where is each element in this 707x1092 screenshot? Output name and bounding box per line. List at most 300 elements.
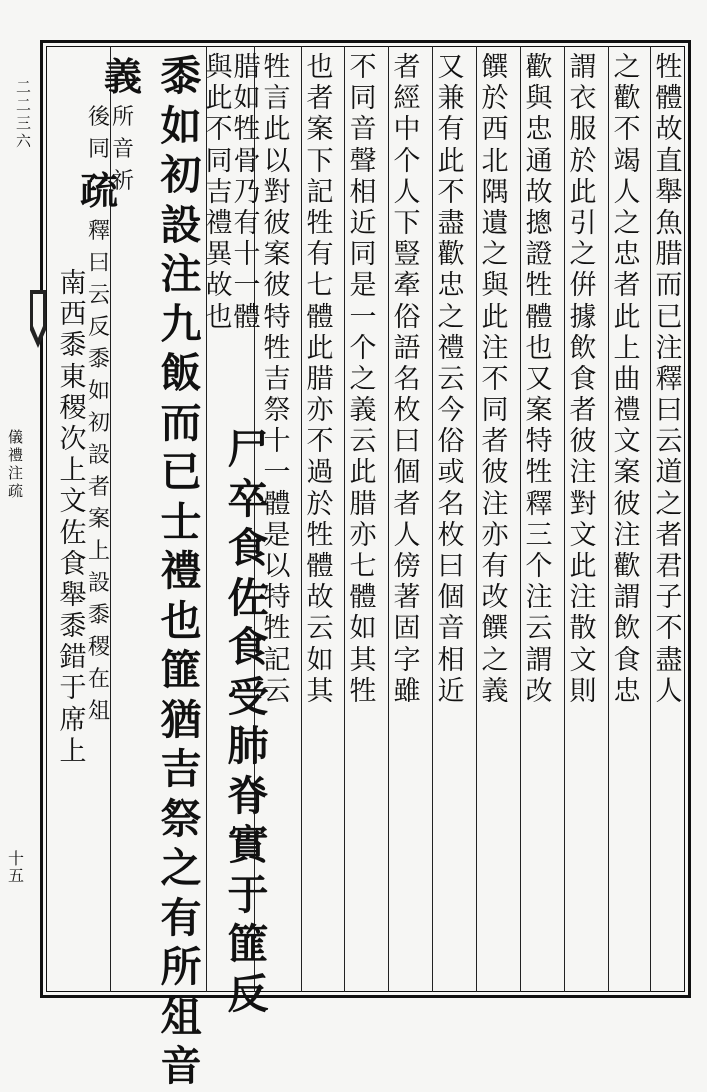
column-rule [564, 46, 565, 992]
glyph: 或 [437, 457, 465, 489]
glyph: 儀 [8, 428, 24, 446]
text-column [566, 52, 600, 707]
text-column [610, 52, 644, 707]
glyph: 者 [87, 475, 110, 500]
glyph: 食 [59, 548, 87, 580]
glyph: 案 [306, 114, 334, 146]
glyph: 曰 [655, 395, 683, 427]
glyph: 饌 [481, 613, 509, 645]
glyph: 以 [263, 551, 291, 582]
glyph: 禮 [160, 547, 202, 595]
glyph: 云 [655, 426, 683, 458]
glyph: 設 [87, 571, 110, 596]
glyph: 據 [569, 301, 597, 333]
glyph: 釋 [655, 363, 683, 395]
glyph: 有 [481, 551, 509, 582]
glyph: 是 [349, 270, 377, 302]
glyph: 曰 [393, 426, 421, 458]
text-column [434, 52, 468, 707]
glyph: 之 [655, 488, 683, 520]
main-text-column [155, 52, 207, 1092]
glyph: 對 [569, 488, 597, 520]
glyph: 服 [569, 114, 597, 146]
glyph: 文 [569, 644, 597, 676]
page-number [8, 850, 24, 884]
glyph: 西 [59, 299, 87, 331]
glyph: 謂 [525, 644, 553, 676]
glyph: 對 [263, 176, 291, 208]
glyph: 之 [349, 363, 377, 395]
glyph: 枚 [437, 519, 465, 551]
glyph: 牲 [349, 675, 377, 707]
glyph: 不 [349, 52, 377, 83]
glyph: 如 [87, 379, 110, 404]
glyph: 亦 [306, 395, 334, 427]
glyph: 彼 [569, 426, 597, 458]
glyph: 遺 [481, 207, 509, 239]
glyph: 上 [59, 455, 87, 487]
glyph: 枚 [393, 395, 421, 427]
glyph: 此 [205, 83, 233, 115]
glyph: 此 [481, 301, 509, 333]
glyph: 祭 [160, 794, 202, 843]
glyph: 此 [569, 551, 597, 582]
glyph: 設 [160, 200, 202, 249]
glyph: 北 [481, 145, 509, 177]
glyph: 十 [233, 239, 261, 271]
glyph: 者 [393, 52, 421, 83]
glyph: 體 [233, 301, 261, 333]
glyph: 君 [655, 551, 683, 582]
glyph: 同 [349, 239, 377, 271]
glyph: 席 [59, 704, 87, 736]
glyph: 同 [349, 83, 377, 115]
glyph: 通 [525, 145, 553, 177]
glyph: 忠 [437, 270, 465, 302]
glyph: 於 [569, 145, 597, 177]
glyph: 疏 [8, 482, 24, 500]
glyph: 子 [655, 582, 683, 614]
glyph: 注 [569, 457, 597, 489]
glyph: 而 [655, 270, 683, 302]
glyph: 不 [613, 114, 641, 146]
glyph: 與 [205, 52, 233, 83]
glyph: 个 [349, 332, 377, 364]
glyph: 黍 [87, 603, 110, 628]
glyph: 而 [160, 398, 202, 447]
margin-top-label [16, 78, 32, 150]
glyph: 禮 [8, 446, 24, 464]
glyph: 牲 [655, 52, 683, 83]
glyph: 不 [481, 363, 509, 395]
glyph: 六 [16, 132, 32, 150]
glyph: 語 [393, 332, 421, 364]
column-rule [650, 46, 651, 992]
glyph: 體 [306, 301, 334, 333]
glyph: 十 [8, 849, 25, 868]
glyph: 七 [349, 551, 377, 582]
glyph: 東 [59, 361, 87, 393]
glyph: 故 [306, 582, 334, 614]
glyph: 謂 [569, 52, 597, 83]
mixed-text-column: 後 同 疏 釋 曰 云 反 黍 如 初 設 者 案 上 設 黍 稷 在 俎 [74, 52, 124, 728]
glyph: 云 [525, 613, 553, 645]
glyph: 食 [613, 644, 641, 676]
fishtail-ornament [28, 290, 48, 350]
glyph: 倂 [569, 270, 597, 302]
glyph: 又 [437, 52, 465, 83]
glyph: 衣 [569, 83, 597, 115]
glyph: 其 [306, 675, 334, 707]
glyph: 異 [205, 239, 233, 271]
annotation-run [83, 102, 115, 166]
glyph: 固 [393, 613, 421, 645]
glyph: 肺 [227, 722, 269, 770]
glyph: 吉 [160, 745, 202, 793]
column-rule [432, 46, 433, 992]
glyph: 佐 [227, 573, 269, 622]
glyph: 十 [263, 426, 291, 458]
glyph: 體 [655, 83, 683, 115]
glyph: 字 [393, 644, 421, 676]
glyph: 又 [525, 363, 553, 395]
book-title-mark [8, 430, 23, 502]
glyph: 所 [111, 105, 134, 130]
glyph: 曲 [613, 363, 641, 395]
glyph: 于 [59, 673, 87, 705]
glyph: 案 [525, 395, 553, 427]
glyph: 禮 [437, 332, 465, 364]
glyph: 注 [655, 332, 683, 364]
glyph: 言 [263, 83, 291, 115]
column-rule [301, 46, 302, 992]
glyph: 一 [349, 301, 377, 333]
glyph: 注 [613, 519, 641, 551]
glyph: 故 [655, 114, 683, 146]
glyph: 體 [306, 551, 334, 582]
glyph: 骨 [233, 145, 261, 177]
glyph: 盡 [437, 207, 465, 239]
glyph: 五 [8, 866, 25, 885]
glyph: 者 [613, 270, 641, 302]
glyph: 特 [263, 582, 291, 614]
glyph: 人 [393, 519, 421, 551]
glyph: 故 [205, 270, 233, 302]
glyph: 下 [306, 145, 334, 177]
glyph: 人 [393, 176, 421, 208]
text-column [56, 268, 90, 767]
glyph: 魚 [655, 207, 683, 239]
glyph: 其 [349, 644, 377, 676]
column-rule [344, 46, 345, 992]
glyph: 黍 [87, 347, 110, 372]
glyph: 豎 [393, 239, 421, 271]
glyph: 者 [569, 395, 597, 427]
glyph: 俗 [437, 426, 465, 458]
glyph: 同 [205, 145, 233, 177]
glyph: 文 [569, 519, 597, 551]
glyph: 南 [59, 268, 87, 299]
glyph: 飯 [160, 349, 202, 397]
glyph: 注 [8, 464, 24, 482]
glyph: 七 [306, 270, 334, 302]
glyph: 曰 [87, 251, 110, 276]
glyph: 云 [263, 675, 291, 707]
glyph: 祈 [111, 169, 134, 194]
glyph: 則 [569, 675, 597, 707]
glyph: 牲 [306, 207, 334, 239]
glyph: 不 [306, 426, 334, 458]
glyph: 下 [393, 207, 421, 239]
glyph: 此 [437, 145, 465, 177]
glyph: 禮 [613, 395, 641, 427]
glyph: 案 [87, 507, 110, 532]
glyph: 牲 [263, 332, 291, 364]
glyph: 稷 [87, 635, 110, 660]
glyph: 也 [160, 596, 202, 645]
glyph: 牲 [233, 114, 261, 146]
glyph: 經 [393, 83, 421, 115]
glyph: 吉 [205, 176, 233, 208]
glyph: 已 [160, 448, 202, 496]
glyph: 黍 [160, 52, 202, 100]
glyph: 不 [655, 613, 683, 645]
glyph: 佐 [59, 517, 87, 549]
glyph: 有 [437, 114, 465, 146]
glyph: 云 [306, 613, 334, 645]
glyph: 吉 [263, 363, 291, 395]
glyph: 三 [16, 114, 32, 132]
glyph: 禮 [205, 207, 233, 239]
glyph: 次 [59, 423, 87, 455]
glyph: 是 [263, 519, 291, 551]
glyph: 同 [87, 137, 110, 162]
glyph: 彼 [263, 207, 291, 239]
glyph: 體 [349, 582, 377, 614]
glyph: 不 [437, 176, 465, 208]
glyph: 反 [87, 315, 110, 340]
glyph: 近 [437, 675, 465, 707]
glyph: 注 [569, 582, 597, 614]
glyph: 彼 [263, 270, 291, 302]
glyph: 改 [481, 582, 509, 614]
glyph: 此 [569, 176, 597, 208]
glyph: 盡 [655, 644, 683, 676]
glyph: 俎 [160, 992, 202, 1041]
glyph: 所 [160, 943, 202, 991]
glyph: 脊 [227, 771, 269, 820]
glyph: 已 [655, 301, 683, 333]
glyph: 文 [59, 486, 87, 518]
glyph: 西 [481, 114, 509, 146]
glyph: 舉 [655, 176, 683, 208]
glyph: 飲 [613, 613, 641, 645]
main-text-column [222, 425, 274, 1019]
glyph: 者 [393, 488, 421, 520]
glyph: 黍 [59, 330, 87, 362]
glyph: 食 [227, 524, 269, 572]
glyph: 个 [393, 145, 421, 177]
glyph: 初 [160, 151, 202, 199]
glyph: 卒 [227, 474, 269, 523]
glyph: 二 [16, 96, 32, 114]
glyph: 初 [87, 411, 110, 436]
glyph: 之 [160, 844, 202, 892]
margin-volume-mark [16, 78, 32, 150]
glyph: 音 [349, 114, 377, 146]
text-column [652, 52, 686, 707]
glyph: 者 [655, 519, 683, 551]
glyph: 人 [655, 675, 683, 707]
glyph: 之 [569, 239, 597, 271]
glyph: 俗 [393, 301, 421, 333]
glyph: 腊 [655, 239, 683, 271]
glyph: 九 [160, 299, 202, 348]
glyph: 兼 [437, 83, 465, 115]
glyph: 過 [306, 457, 334, 489]
glyph: 歡 [613, 83, 641, 115]
glyph: 之 [613, 52, 641, 83]
glyph: 竭 [613, 145, 641, 177]
glyph: 腊 [306, 363, 334, 395]
glyph: 也 [525, 332, 553, 364]
glyph: 中 [393, 114, 421, 146]
glyph: 篚 [227, 920, 269, 968]
glyph: 證 [525, 239, 553, 271]
glyph: 故 [525, 176, 553, 208]
glyph: 牲 [525, 457, 553, 489]
glyph: 歡 [525, 52, 553, 83]
glyph: 如 [306, 644, 334, 676]
glyph: 著 [393, 582, 421, 614]
text-column [346, 52, 380, 707]
glyph: 與 [525, 83, 553, 115]
glyph: 錯 [59, 642, 87, 674]
glyph: 文 [613, 426, 641, 458]
glyph: 食 [227, 623, 269, 671]
glyph: 一 [263, 457, 291, 489]
text-column [478, 52, 512, 707]
text-column [303, 52, 337, 707]
glyph: 牲 [525, 270, 553, 302]
glyph: 如 [233, 83, 261, 115]
glyph: 釋 [525, 488, 553, 520]
glyph: 亦 [349, 519, 377, 551]
glyph: 云 [437, 363, 465, 395]
glyph: 改 [525, 675, 553, 707]
glyph: 特 [263, 301, 291, 333]
column-rule [520, 46, 521, 992]
glyph: 案 [613, 457, 641, 489]
glyph: 傍 [393, 551, 421, 582]
glyph: 設 [87, 443, 110, 468]
glyph: 近 [349, 207, 377, 239]
glyph: 摠 [525, 207, 553, 239]
glyph: 同 [481, 395, 509, 427]
glyph: 者 [481, 426, 509, 458]
glyph: 個 [393, 457, 421, 489]
glyph: 如 [349, 613, 377, 645]
mixed-text-column: 義 所 音 祈 [98, 52, 148, 198]
glyph: 名 [437, 488, 465, 520]
glyph: 之 [613, 207, 641, 239]
glyph: 篚 [160, 646, 202, 694]
glyph: 乃 [233, 176, 261, 208]
glyph: 特 [525, 426, 553, 458]
glyph: 有 [160, 893, 202, 942]
glyph: 音 [160, 1042, 202, 1090]
glyph: 後 [87, 105, 110, 130]
glyph: 猶 [160, 695, 202, 744]
glyph: 名 [393, 363, 421, 395]
glyph: 此 [263, 114, 291, 146]
glyph: 稷 [59, 392, 87, 424]
glyph: 亦 [481, 519, 509, 551]
glyph: 義 [481, 675, 509, 707]
glyph: 云 [87, 283, 110, 308]
glyph: 相 [437, 644, 465, 676]
glyph: 彼 [613, 488, 641, 520]
glyph: 引 [569, 207, 597, 239]
glyph: 有 [306, 239, 334, 271]
glyph: 士 [160, 497, 202, 546]
glyph: 也 [306, 52, 334, 83]
glyph: 謂 [613, 582, 641, 614]
glyph: 於 [481, 83, 509, 115]
glyph: 在 [87, 667, 110, 692]
glyph: 歡 [613, 551, 641, 582]
glyph: 人 [613, 176, 641, 208]
column-rule [476, 46, 477, 992]
glyph: 體 [263, 488, 291, 520]
glyph: 受 [227, 672, 269, 721]
glyph: 與 [481, 270, 509, 302]
glyph: 忠 [613, 675, 641, 707]
text-column [202, 52, 236, 333]
glyph: 食 [569, 363, 597, 395]
glyph: 牲 [306, 519, 334, 551]
glyph: 不 [205, 114, 233, 146]
glyph: 反 [227, 969, 269, 1018]
glyph: 忠 [613, 239, 641, 271]
glyph: 腊 [233, 52, 261, 83]
column-rule [388, 46, 389, 992]
glyph: 此 [613, 301, 641, 333]
glyph: 歡 [437, 239, 465, 271]
glyph: 黍 [59, 611, 87, 643]
glyph: 釋 [87, 219, 110, 244]
glyph: 記 [306, 176, 334, 208]
glyph: 注 [481, 332, 509, 364]
text-column [522, 52, 556, 707]
glyph: 云 [349, 426, 377, 458]
glyph: 道 [655, 457, 683, 489]
glyph: 舉 [59, 579, 87, 611]
glyph: 也 [205, 301, 233, 333]
glyph: 上 [613, 332, 641, 364]
glyph: 個 [437, 582, 465, 614]
glyph: 祭 [263, 395, 291, 427]
glyph: 之 [481, 644, 509, 676]
glyph: 牲 [263, 613, 291, 645]
glyph: 此 [349, 457, 377, 489]
glyph: 三 [525, 519, 553, 551]
glyph: 實 [227, 821, 269, 869]
glyph: 音 [111, 137, 134, 162]
glyph: 上 [59, 735, 87, 767]
column-rule [608, 46, 609, 992]
glyph: 體 [525, 301, 553, 333]
